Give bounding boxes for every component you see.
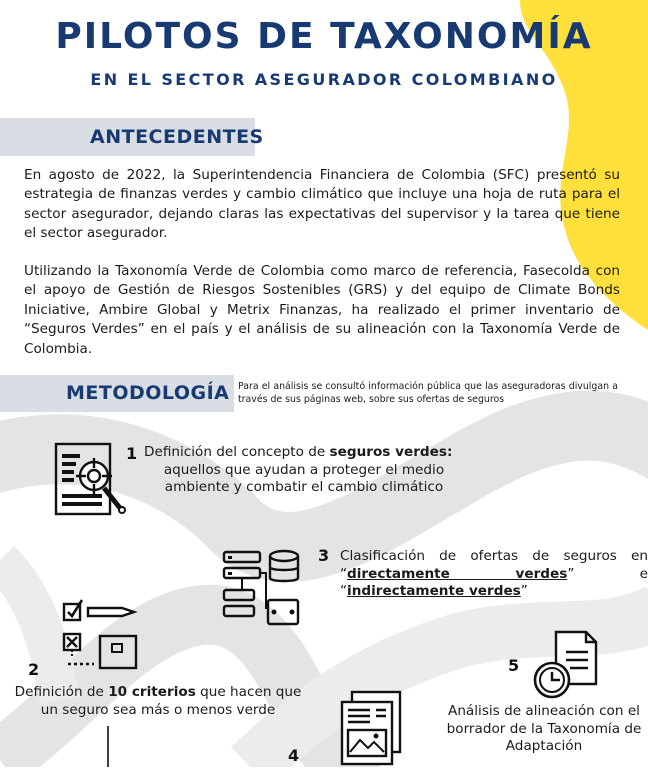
page-title: PILOTOS DE TAXONOMÍA [55, 16, 593, 57]
metodologia-note: Para el análisis se consultó información pública que las aseguradoras divulgan a través de sus páginas web, sobre sus ofertas de seguros [238, 381, 618, 405]
step-3-text-b: ” e “ [340, 565, 648, 599]
step-3-bold-2: indirectamente verdes [347, 583, 521, 599]
antecedentes-heading: ANTECEDENTES [90, 126, 264, 148]
clipboard-clock-icon [530, 628, 600, 704]
step-3-text-a: Clasificación de ofertas de seguros en “ [340, 548, 648, 582]
step-3-text-c: ” [520, 583, 528, 599]
step-2-number: 2 [28, 660, 40, 679]
metodologia-heading: METODOLOGÍA [66, 382, 230, 404]
arrow-down-icon [104, 726, 112, 771]
step-1-text [144, 444, 464, 497]
step-1-line-2: aquellos que ayudan a proteger el medio ambiente y combatir el cambio climático [163, 461, 445, 495]
step-2-text [8, 684, 308, 719]
step-2-text-b: que hacen que un seguro sea más o menos verde [40, 684, 302, 718]
antecedentes-paragraph-2: Utilizando la Taxonomía Verde de Colombia como marco de referencia, Fasecolda con el apoyo de Gestión de Riesgos Sostenibles (GRS) y del equipo de Climate Bonds Iniciative, Ambire Global y Metrix Finanzas, ha realizado el primer inventario de “Seguros Verdes” en el país y el análisis de su alineación con la Taxonomía Verde de Colombia. [24, 263, 620, 357]
step-1-text-a: Definición del concepto de [144, 444, 330, 460]
newspaper-image-icon [340, 690, 404, 771]
step-1-number: 1 [126, 444, 138, 463]
step-2-bold: 10 criterios [108, 684, 196, 700]
database-server-icon [222, 548, 302, 636]
step-4-number: 4 [288, 746, 300, 765]
antecedentes-paragraph-1: En agosto de 2022, la Superintendencia Financiera de Colombia (SFC) presentó su estrategia de finanzas verdes y cambio climático que incluye una hoja de ruta para el sector asegurador, dejando claras las expectativas del supervisor y la tarea que tiene el sector asegurador. [24, 167, 620, 242]
step-5-number: 5 [508, 656, 520, 675]
document-target-icon [52, 440, 128, 524]
step-3-number: 3 [318, 546, 330, 565]
step-3-bold-1: directamente verdes [347, 565, 568, 582]
step-3-text [340, 548, 648, 601]
step-2-text-a: Definición de [14, 684, 109, 700]
page-subtitle: EN EL SECTOR ASEGURADOR COLOMBIANO [90, 70, 558, 89]
checklist-pencil-icon [62, 598, 142, 674]
step-5-text: Análisis de alineación con el borrador de la Taxonomía de Adaptación [446, 703, 642, 754]
step-1-bold: seguros verdes: [329, 444, 453, 460]
